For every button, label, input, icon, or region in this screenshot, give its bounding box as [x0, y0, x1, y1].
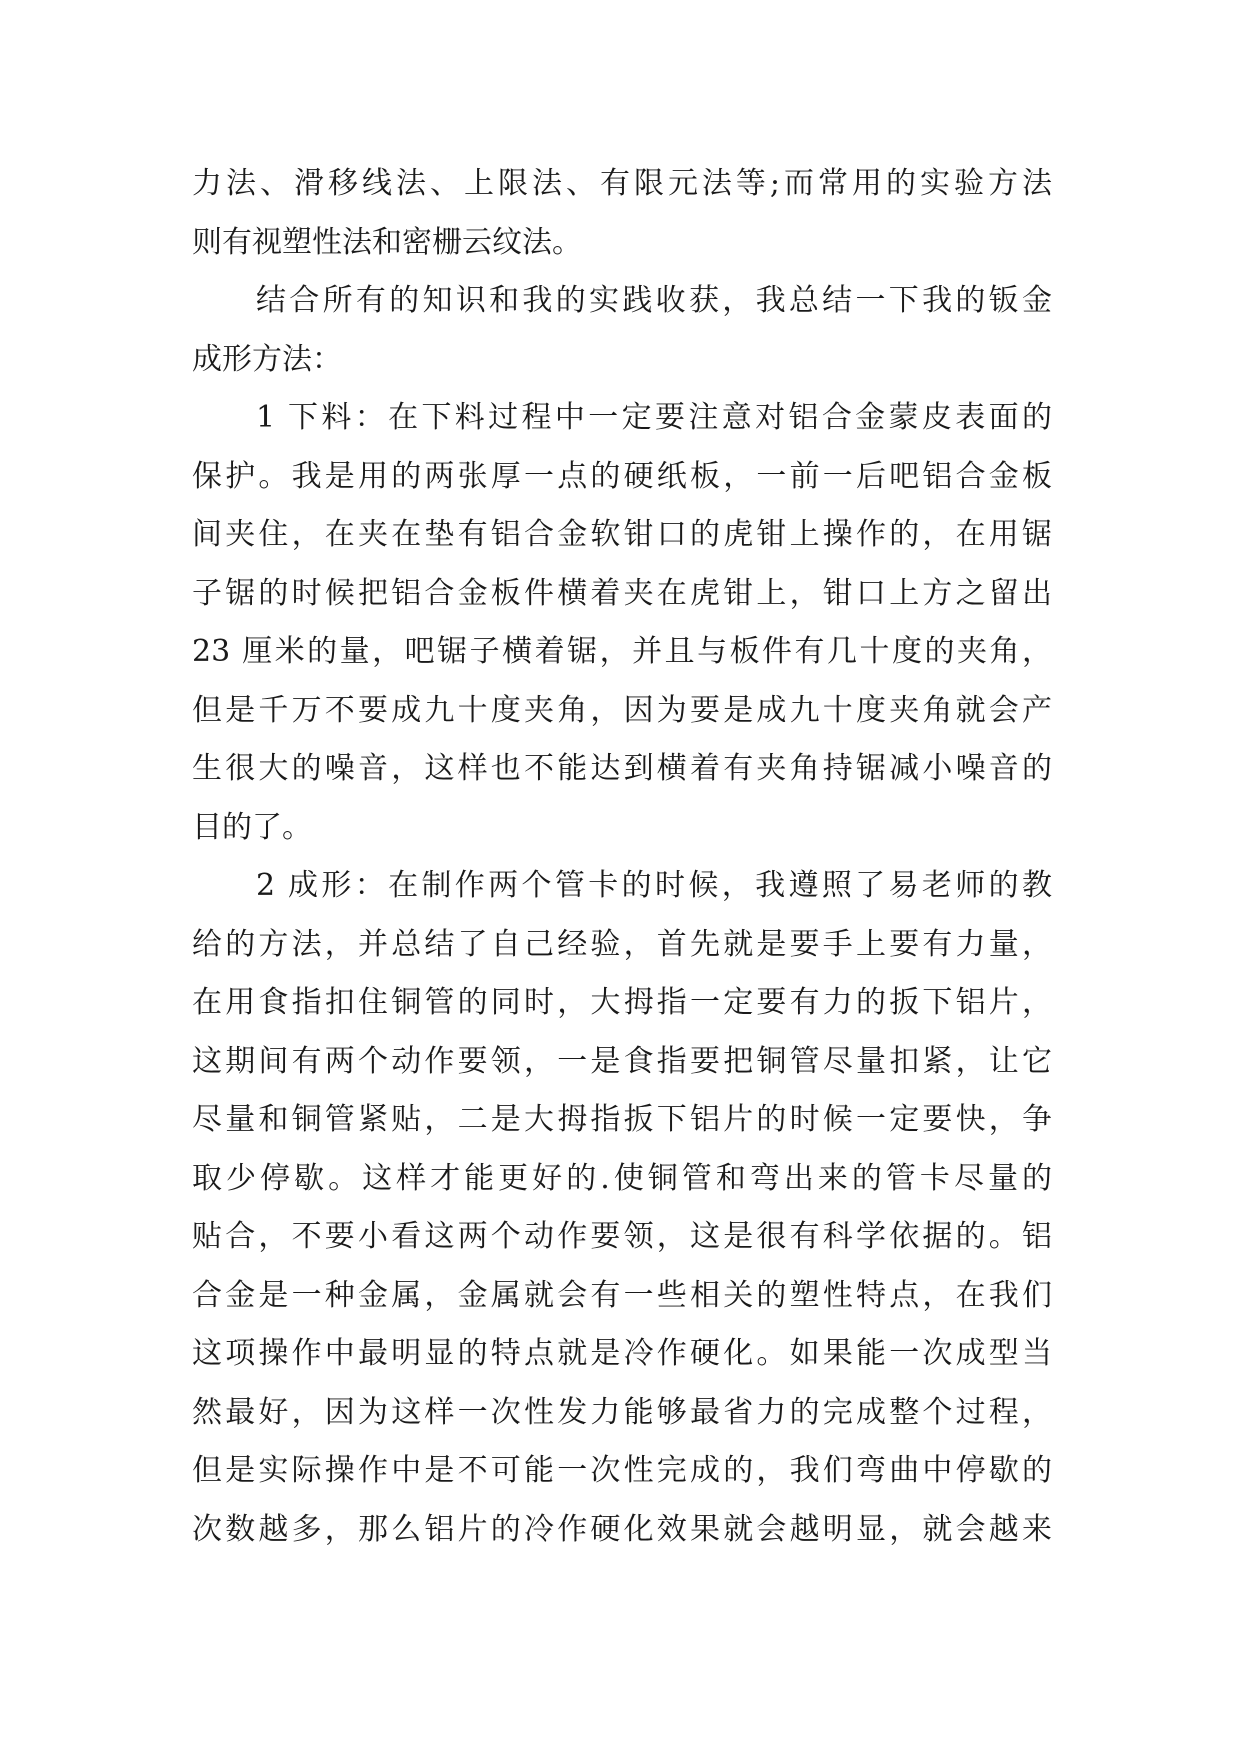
text-line: 尽量和铜管紧贴，二是大拇指扳下铝片的时候一定要快，争 — [192, 1102, 1052, 1137]
text-line: 这项操作中最明显的特点就是冷作硬化。如果能一次成型当 — [192, 1336, 1052, 1371]
text-line: 给的方法，并总结了自己经验，首先就是要手上要有力量， — [192, 926, 1052, 962]
text-line: 结合所有的知识和我的实践收获，我总结一下我的钣金 — [256, 283, 1052, 318]
text-line: 成形方法： — [192, 341, 342, 377]
text-line: 2 成形：在制作两个管卡的时候，我遵照了易老师的教 — [256, 868, 1052, 903]
text-line: 贴合，不要小看这两个动作要领，这是很有科学依据的。铝 — [192, 1219, 1052, 1254]
text-line: 取少停歇。这样才能更好的.使铜管和弯出来的管卡尽量的 — [192, 1160, 1052, 1196]
text-line: 子锯的时候把铝合金板件横着夹在虎钳上，钳口上方之留出 — [192, 575, 1052, 611]
text-line: 保护。我是用的两张厚一点的硬纸板，一前一后吧铝合金板 — [192, 458, 1052, 494]
paragraph-forming — [192, 857, 1052, 1559]
text-line: 这期间有两个动作要领，一是食指要把铜管尽量扣紧，让它 — [192, 1043, 1052, 1079]
text-line: 生很大的噪音，这样也不能达到横着有夹角持锯减小噪音的 — [192, 751, 1052, 786]
text-line: 然最好，因为这样一次性发力能够最省力的完成整个过程， — [192, 1394, 1052, 1430]
text-line: 次数越多，那么铝片的冷作硬化效果就会越明显，就会越来 — [192, 1511, 1052, 1547]
text-line: 力法、滑移线法、上限法、有限元法等;而常用的实验方法 — [192, 166, 1052, 201]
text-line: 则有视塑性法和密栅云纹法。 — [192, 224, 582, 260]
paragraph-cutting — [192, 389, 1052, 857]
text-line: 但是实际操作中是不可能一次性完成的，我们弯曲中停歇的 — [192, 1453, 1052, 1488]
text-line: 合金是一种金属，金属就会有一些相关的塑性特点，在我们 — [192, 1277, 1052, 1313]
paragraph-summary — [192, 272, 1052, 389]
text-line: 间夹住，在夹在垫有铝合金软钳口的虎钳上操作的，在用锯 — [192, 517, 1052, 552]
paragraph-methods — [192, 155, 1052, 272]
text-line: 1 下料：在下料过程中一定要注意对铝合金蒙皮表面的 — [256, 400, 1052, 435]
text-line: 在用食指扣住铜管的同时，大拇指一定要有力的扳下铝片， — [192, 985, 1052, 1020]
text-line: 但是千万不要成九十度夹角，因为要是成九十度夹角就会产 — [192, 692, 1052, 728]
text-line: 目的了。 — [192, 809, 312, 845]
body-text — [192, 155, 1052, 1559]
text-line: 23 厘米的量，吧锯子横着锯，并且与板件有几十度的夹角， — [192, 634, 1052, 669]
